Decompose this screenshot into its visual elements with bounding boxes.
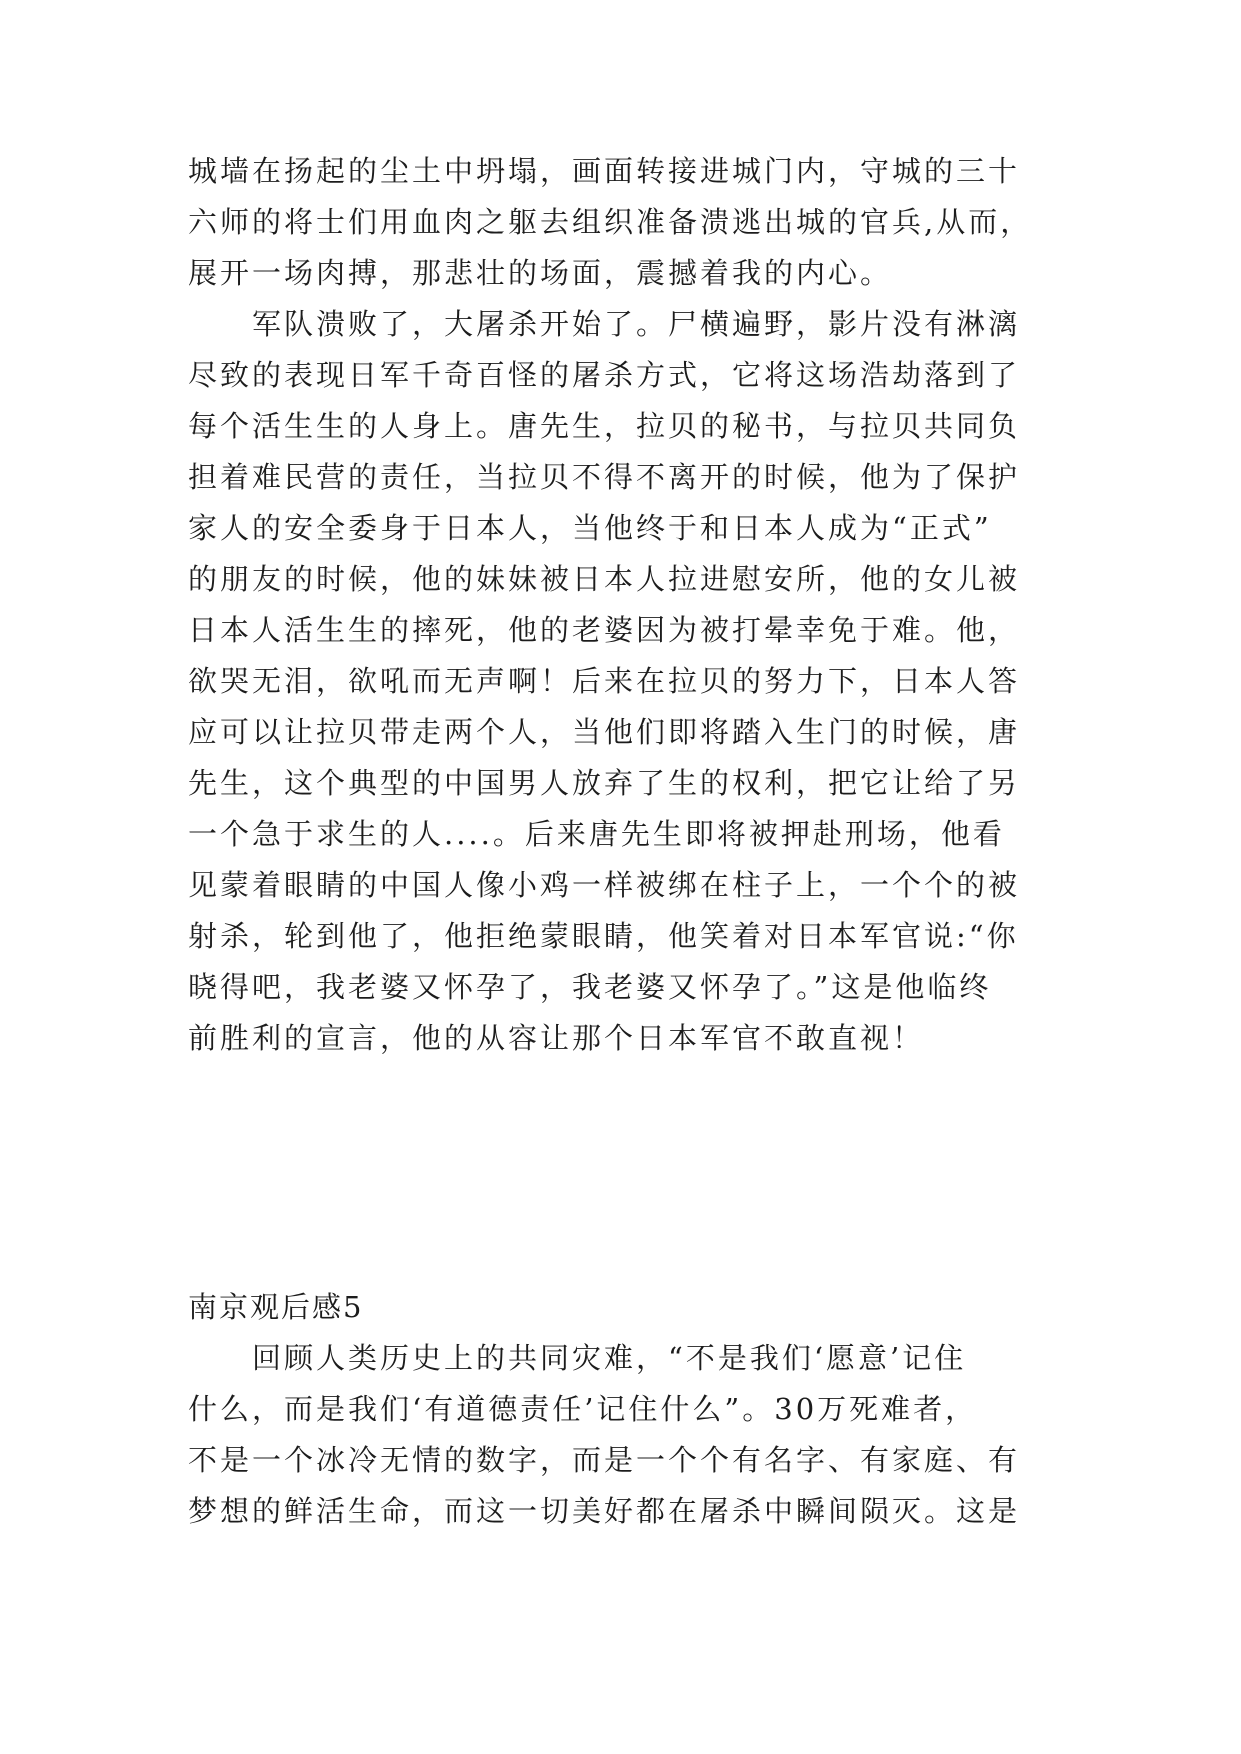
paragraph-2-line: 见蒙着眼睛的中国人像小鸡一样被绑在柱子上，一个个的被	[188, 868, 1021, 902]
paragraph-1-line: 展开一场肉搏，那悲壮的场面，震撼着我的内心。	[188, 256, 893, 290]
paragraph-1-line: 六师的将士们用血肉之躯去组织准备溃逃出城的官兵,从而，	[188, 205, 1033, 239]
paragraph-3-line: 什么，而是我们‘有道德责任’记住什么”。30万死难者，	[188, 1392, 978, 1426]
paragraph-2-line: 军队溃败了，大屠杀开始了。尸横遍野，影片没有淋漓	[188, 307, 1021, 341]
paragraph-2-line: 尽致的表现日军千奇百怪的屠杀方式，它将这场浩劫落到了	[188, 358, 1021, 392]
paragraph-3-line: 不是一个冰冷无情的数字，而是一个个有名字、有家庭、有	[188, 1443, 1021, 1477]
paragraph-3	[188, 1333, 1088, 1537]
paragraph-1-line: 城墙在扬起的尘土中坍塌，画面转接进城门内，守城的三十	[188, 154, 1021, 188]
paragraph-2-line: 的朋友的时候，他的妹妹被日本人拉进慰安所，他的女儿被	[188, 562, 1021, 596]
paragraph-2	[188, 299, 1088, 1064]
paragraph-2-line: 一个急于求生的人....。后来唐先生即将被押赴刑场，他看	[188, 817, 1005, 851]
section-title: 南京观后感5	[188, 1290, 364, 1324]
paragraph-3-line: 梦想的鲜活生命，而这一切美好都在屠杀中瞬间陨灭。这是	[188, 1494, 1021, 1528]
paragraph-2-line: 欲哭无泪，欲吼而无声啊！后来在拉贝的努力下，日本人答	[188, 664, 1021, 698]
paragraph-2-line: 日本人活生生的摔死，他的老婆因为被打晕幸免于难。他，	[188, 613, 1021, 647]
paragraph-1	[188, 146, 1088, 299]
paragraph-2-line: 家人的安全委身于日本人，当他终于和日本人成为“正式”	[188, 511, 992, 545]
paragraph-2-line: 前胜利的宣言，他的从容让那个日本军官不敢直视！	[188, 1021, 925, 1055]
paragraph-2-line: 先生，这个典型的中国男人放弃了生的权利，把它让给了另	[188, 766, 1021, 800]
paragraph-2-line: 担着难民营的责任，当拉贝不得不离开的时候，他为了保护	[188, 460, 1021, 494]
paragraph-2-line: 晓得吧，我老婆又怀孕了，我老婆又怀孕了。”这是他临终	[188, 970, 992, 1004]
paragraph-2-line: 应可以让拉贝带走两个人，当他们即将踏入生门的时候，唐	[188, 715, 1021, 749]
paragraph-3-line: 回顾人类历史上的共同灾难，“不是我们‘愿意’记住	[188, 1341, 967, 1375]
paragraph-2-line: 射杀，轮到他了，他拒绝蒙眼睛，他笑着对日本军官说:“你	[188, 919, 1019, 953]
paragraph-2-line: 每个活生生的人身上。唐先生，拉贝的秘书，与拉贝共同负	[188, 409, 1021, 443]
